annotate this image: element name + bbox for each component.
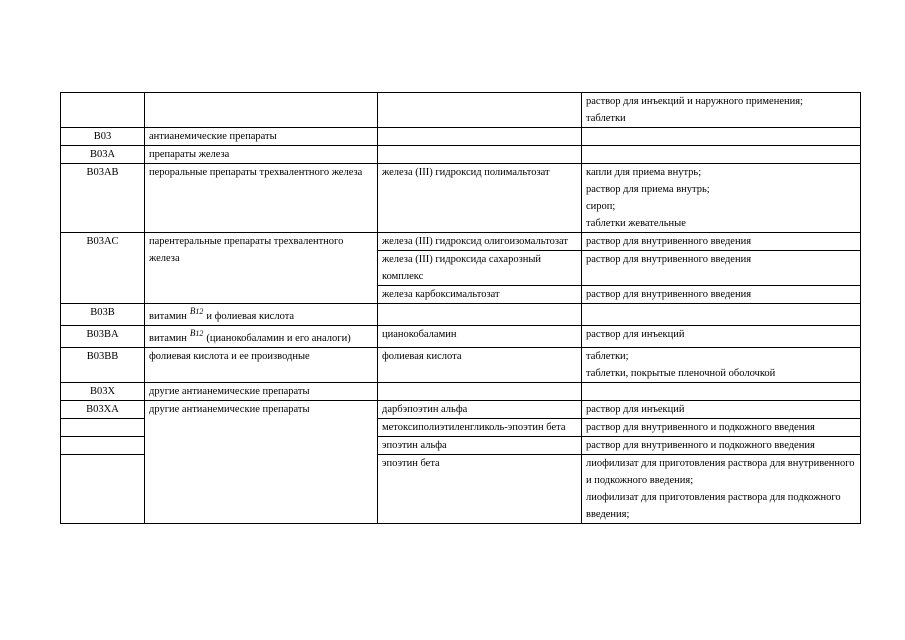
dosage-form-line: раствор для приема внутрь; <box>586 184 710 195</box>
dosage-form-cell: раствор для внутривенного введения <box>582 286 861 304</box>
dosage-form-cell <box>582 146 861 164</box>
drug-name-cell <box>378 304 582 326</box>
dosage-form-line: таблетки <box>586 113 626 124</box>
drug-name-cell: железа карбоксимальтозат <box>378 286 582 304</box>
table-row <box>61 233 861 251</box>
group-name-prefix: витамин <box>149 333 187 344</box>
group-name-cell: другие антианемические препараты <box>145 383 378 401</box>
atc-drug-table <box>60 92 861 524</box>
dosage-form-cell <box>582 455 861 524</box>
atc-code-cell <box>61 419 145 437</box>
dosage-form-cell <box>582 326 861 348</box>
table-row <box>61 348 861 383</box>
dosage-form-cell <box>582 164 861 233</box>
drug-name-cell <box>378 146 582 164</box>
dosage-form-cell <box>582 419 861 437</box>
drug-name-cell <box>378 93 582 128</box>
group-name-suffix: и фолиевая кислота <box>206 311 295 322</box>
table-row <box>61 146 861 164</box>
drug-name-cell: фолиевая кислота <box>378 348 582 383</box>
vitamin-b-symbol <box>190 328 204 338</box>
drug-name-cell: цианокобаламин <box>378 326 582 348</box>
atc-code-cell: B03AC <box>61 233 145 304</box>
atc-code-cell: B03 <box>61 128 145 146</box>
group-name-cell: парентеральные препараты трехвалентного железа <box>145 233 378 304</box>
drug-name-cell: железа (III) гидроксида сахарозный комплекс <box>378 251 582 286</box>
dosage-form-line: таблетки, покрытые пленочной оболочкой <box>586 368 776 379</box>
atc-code-cell: B03BB <box>61 348 145 383</box>
vitamin-subscript: 12 <box>195 329 204 338</box>
group-name-cell <box>145 326 378 348</box>
group-name-suffix: (цианокобаламин и его аналоги) <box>206 333 351 344</box>
vitamin-b-symbol <box>190 306 204 316</box>
dosage-form-cell <box>582 383 861 401</box>
atc-code-cell: B03AB <box>61 164 145 233</box>
table-row <box>61 401 861 419</box>
group-name-cell: пероральные препараты трехвалентного железа <box>145 164 378 233</box>
vitamin-letter: B <box>189 328 196 338</box>
table-row <box>61 164 861 233</box>
dosage-form-line: раствор для инъекций и наружного применения; <box>586 96 803 107</box>
dosage-form-cell <box>582 93 861 128</box>
group-name-cell: антианемические препараты <box>145 128 378 146</box>
group-name-cell: другие антианемические препараты <box>145 401 378 524</box>
atc-code-cell: B03A <box>61 146 145 164</box>
table-row <box>61 304 861 326</box>
drug-name-cell <box>378 128 582 146</box>
table-row <box>61 93 861 128</box>
atc-code-cell: B03X <box>61 383 145 401</box>
drug-name-cell: железа (III) гидроксид полимальтозат <box>378 164 582 233</box>
atc-code-cell: B03BA <box>61 326 145 348</box>
vitamin-subscript: 12 <box>195 307 204 316</box>
table-row <box>61 326 861 348</box>
dosage-form-line: раствор для инъекций <box>586 329 685 340</box>
dosage-form-line: раствор для инъекций <box>586 404 685 415</box>
atc-code-cell <box>61 455 145 524</box>
drug-name-cell: дарбэпоэтин альфа <box>378 401 582 419</box>
dosage-form-line: таблетки жевательные <box>586 218 686 229</box>
dosage-form-cell <box>582 401 861 419</box>
dosage-form-cell: раствор для внутривенного введения <box>582 251 861 286</box>
dosage-form-line: лиофилизат для приготовления раствора для подкожного введения; <box>586 492 841 520</box>
drug-name-cell: метоксиполиэтиленгликоль-эпоэтин бета <box>378 419 582 437</box>
table-row <box>61 128 861 146</box>
atc-code-cell <box>61 93 145 128</box>
vitamin-letter: B <box>189 306 196 316</box>
drug-name-cell: эпоэтин альфа <box>378 437 582 455</box>
dosage-form-cell <box>582 348 861 383</box>
atc-code-cell: B03B <box>61 304 145 326</box>
atc-code-cell: B03XA <box>61 401 145 419</box>
dosage-form-cell <box>582 128 861 146</box>
dosage-form-cell <box>582 437 861 455</box>
group-name-cell: препараты железа <box>145 146 378 164</box>
group-name-prefix: витамин <box>149 311 187 322</box>
dosage-form-line: раствор для внутривенного и подкожного введения <box>586 440 815 451</box>
drug-name-cell <box>378 383 582 401</box>
dosage-form-line: таблетки; <box>586 351 629 362</box>
group-name-cell <box>145 304 378 326</box>
drug-name-cell: эпоэтин бета <box>378 455 582 524</box>
table-row <box>61 383 861 401</box>
group-name-cell: фолиевая кислота и ее производные <box>145 348 378 383</box>
group-name-cell <box>145 93 378 128</box>
dosage-form-line: капли для приема внутрь; <box>586 167 702 178</box>
dosage-form-cell: раствор для внутривенного введения <box>582 233 861 251</box>
dosage-form-line: лиофилизат для приготовления раствора для внутривенного и подкожного введения; <box>586 458 855 486</box>
dosage-form-cell <box>582 304 861 326</box>
drug-name-cell: железа (III) гидроксид олигоизомальтозат <box>378 233 582 251</box>
atc-code-cell <box>61 437 145 455</box>
dosage-form-line: раствор для внутривенного и подкожного введения <box>586 422 815 433</box>
dosage-form-line: сироп; <box>586 201 616 212</box>
